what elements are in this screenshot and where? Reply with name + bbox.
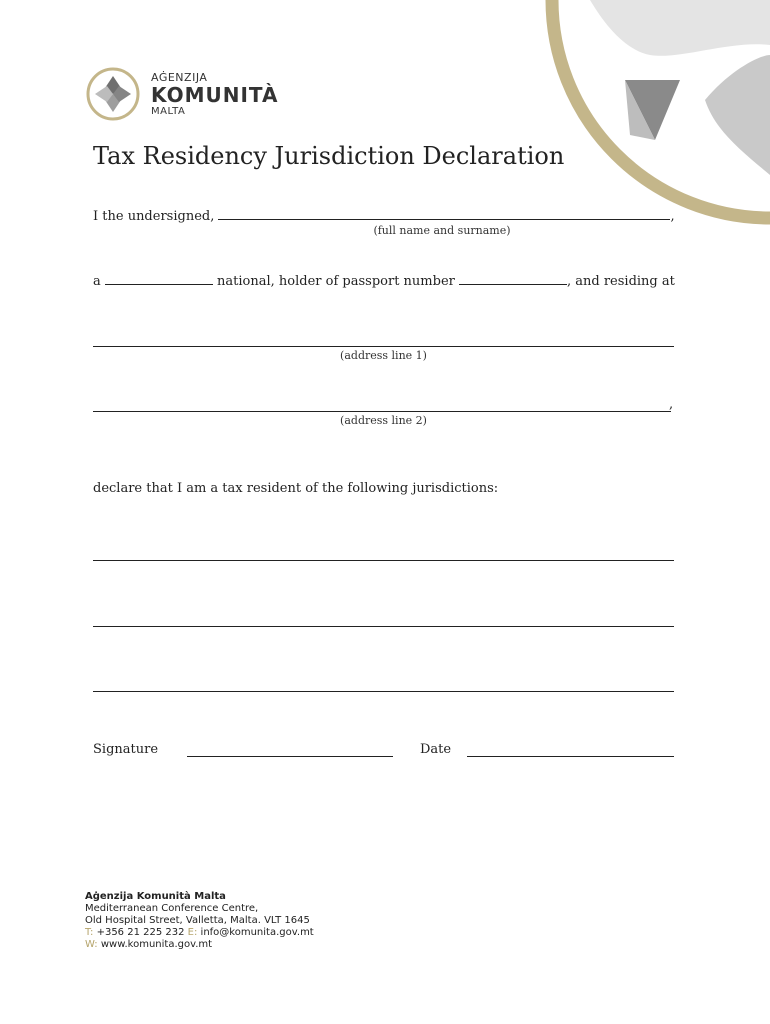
footer-web-line <box>85 939 314 951</box>
document-title: Tax Residency Jurisdiction Declaration <box>93 142 565 170</box>
address-line-2-comma: , <box>669 397 674 412</box>
comma: , <box>670 209 675 224</box>
footer-address-2: Old Hospital Street, Valletta, Malta. VLT 1645 <box>85 915 310 926</box>
passport-number-field[interactable] <box>459 272 567 285</box>
logo-top-text: AĠENZIJA <box>151 70 208 84</box>
footer-contact <box>85 891 314 951</box>
logo-emblem-icon <box>85 66 141 122</box>
email-label: E: <box>187 927 198 938</box>
a-label: a <box>93 274 101 289</box>
address-line-2-caption: (address line 2) <box>340 414 427 427</box>
logo-bottom-text: MALTA <box>151 105 186 117</box>
web-label: W: <box>85 939 98 950</box>
phone-label: T: <box>85 927 94 938</box>
website-link[interactable]: www.komunita.gov.mt <box>100 939 213 950</box>
nationality-line <box>93 272 675 289</box>
nationality-field[interactable] <box>105 272 213 285</box>
signature-field[interactable] <box>187 756 393 757</box>
logo-main-text: KOMUNITÀ <box>151 82 279 107</box>
jurisdiction-field-2[interactable] <box>93 626 674 627</box>
jurisdiction-field-1[interactable] <box>93 560 674 561</box>
address-line-2-field[interactable] <box>93 411 671 412</box>
date-label: Date <box>420 742 452 757</box>
full-name-caption: (full name and surname) <box>373 224 511 237</box>
footer-address-1: Mediterranean Conference Centre, <box>85 903 259 914</box>
undersigned-line <box>93 207 675 224</box>
address-line-1-field[interactable] <box>93 346 674 347</box>
email-link[interactable]: info@komunita.gov.mt <box>200 927 314 938</box>
logo-wordmark <box>151 72 279 117</box>
jurisdiction-field-3[interactable] <box>93 691 674 692</box>
footer-contact-line <box>85 927 314 939</box>
undersigned-label: I the undersigned, <box>93 209 215 224</box>
full-name-field[interactable] <box>218 207 670 220</box>
national-label: national, holder of passport number <box>217 274 455 289</box>
declaration-text: declare that I am a tax resident of the following jurisdictions: <box>93 481 499 496</box>
residing-label: , and residing at <box>567 274 675 289</box>
address-line-1-caption: (address line 1) <box>340 349 427 362</box>
agency-logo <box>85 66 279 122</box>
signature-label: Signature <box>93 742 159 757</box>
date-field[interactable] <box>467 756 674 757</box>
footer-org-name: Aġenzija Komunità Malta <box>85 891 226 902</box>
phone-number: +356 21 225 232 <box>96 927 185 938</box>
corner-decoration <box>530 0 770 225</box>
